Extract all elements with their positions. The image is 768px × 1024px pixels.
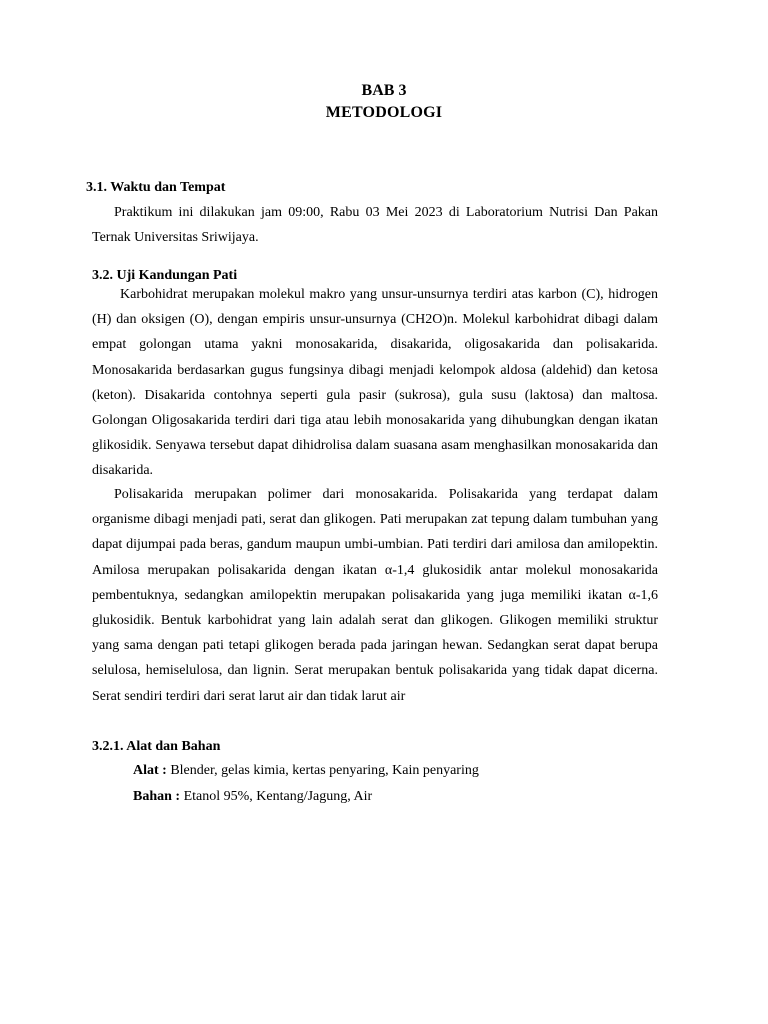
alat-line — [133, 763, 479, 779]
chapter-title: METODOLOGI — [325, 104, 443, 121]
chapter-number: BAB 3 — [361, 82, 407, 99]
bahan-line — [133, 789, 372, 805]
bahan-label: Bahan : — [133, 789, 181, 804]
alat-value: Blender, gelas kimia, kertas penyaring, Kain penyaring — [166, 763, 479, 778]
section-heading-3-2-1: 3.2.1. Alat dan Bahan — [92, 739, 221, 754]
alat-label: Alat : — [133, 763, 167, 778]
section-3-2-paragraph-1: Karbohidrat merupakan molekul makro yang unsur-unsurnya terdiri atas karbon (C), hidrogen (H) dan oksigen (O), dengan empiris unsur-unsurnya (CH2O)n. Molekul karbohidrat dibagi dalam empat golongan utama yakni monosakarida, disakarida, oligosakarida dan polisakarida. Monosakarida berdasarkan gugus fungsinya dibagi menjadi kelompok aldosa (aldehid) dan ketosa (keton). Disakarida contohnya seperti gula pasir (sukrosa), gula susu (laktosa) dan maltosa. Golongan Oligosakarida terdiri dari tiga atau lebih monosakarida yang dihubungkan dengan ikatan glikosidik. Senyawa tersebut dapat dihidrolisa dalam suasana asam menghasilkan monosakarida dan disakarida. — [92, 287, 658, 479]
bahan-value: Etanol 95%, Kentang/Jagung, Air — [180, 789, 373, 804]
section-3-1-paragraph: Praktikum ini dilakukan jam 09:00, Rabu 03 Mei 2023 di Laboratorium Nutrisi Dan Pakan Ternak Universitas Sriwijaya. — [92, 205, 658, 246]
section-3-2-paragraph-2: Polisakarida merupakan polimer dari monosakarida. Polisakarida yang terdapat dalam organisme dibagi menjadi pati, serat dan glikogen. Pati merupakan zat tepung dalam tumbuhan yang dapat dijumpai pada beras, gandum maupun umbi-umbian. Pati terdiri dari amilosa dan amilopektin. Amilosa merupakan polisakarida dengan ikatan α-1,4 glukosidik antar molekul monosakarida pembentuknya, sedangkan amilopektin merupakan polisakarida yang juga memiliki ikatan α-1,6 glukosidik. Bentuk karbohidrat yang lain adalah serat dan glikogen. Glikogen memiliki struktur yang sama dengan pati tetapi glikogen berada pada jaringan hewan. Sedangkan serat dapat berupa selulosa, hemiselulosa, dan lignin. Serat merupakan bentuk polisakarida yang tidak dapat dicerna. Serat sendiri terdiri dari serat larut air dan tidak larut air — [92, 487, 658, 704]
section-heading-3-2: 3.2. Uji Kandungan Pati — [92, 268, 238, 283]
section-heading-3-1: 3.1. Waktu dan Tempat — [86, 180, 226, 195]
